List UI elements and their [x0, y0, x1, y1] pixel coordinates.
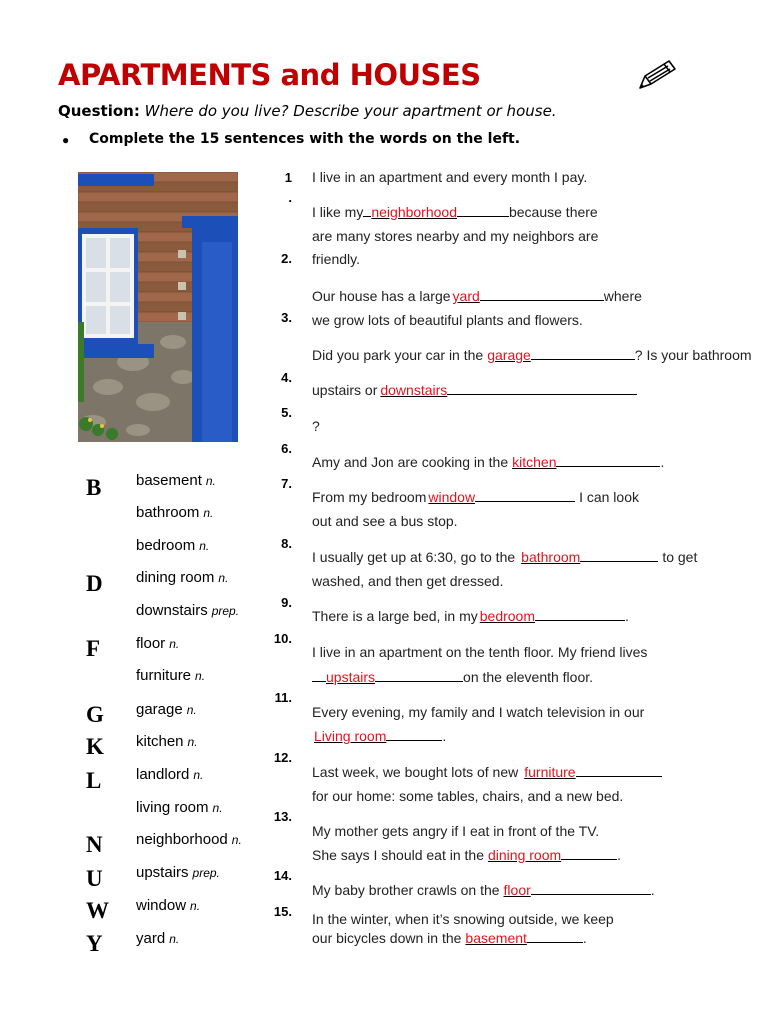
answer-text: bedroom	[479, 608, 536, 624]
word-item: downstairs prep.	[136, 602, 240, 619]
sentence-number: 2.	[281, 251, 292, 266]
letter-g: G	[86, 702, 104, 727]
sentence-line: our bicycles down in the basement .	[312, 930, 587, 946]
sentence-line: friendly.	[312, 251, 360, 267]
sentence-line: ?	[312, 418, 320, 434]
word-item: furniture n.	[136, 667, 206, 684]
word-item: bedroom n.	[136, 537, 210, 554]
sentence-number: 3.	[281, 310, 292, 325]
bullet-icon: ●	[62, 133, 70, 147]
sentence-number: 13.	[273, 809, 292, 824]
answer-text: dining room	[488, 847, 562, 863]
sentence-line: I live in an apartment and every month I pay.	[312, 169, 588, 185]
answer-text: kitchen	[512, 454, 557, 470]
sentence-line: My baby brother crawls on the floor .	[312, 882, 655, 898]
sentence-line: From my bedroom window I can look	[312, 489, 639, 505]
answer-text: furniture	[524, 764, 576, 780]
question-label: Question:	[58, 102, 140, 120]
letter-y: Y	[86, 931, 103, 956]
word-item: landlord n.	[136, 766, 204, 783]
letter-f: F	[86, 636, 101, 661]
sentence-number: 11.	[274, 690, 292, 705]
word-item: kitchen n.	[136, 733, 198, 750]
answer-text: basement	[465, 930, 527, 946]
sentence-number: 14.	[273, 868, 292, 883]
sentence-number: 9.	[281, 595, 292, 610]
sentence-number: 8.	[281, 536, 292, 551]
sentence-line: out and see a bus stop.	[312, 513, 458, 529]
letter-u: U	[86, 866, 103, 891]
sentence-number: 7.	[281, 476, 292, 491]
letter-k: K	[86, 734, 104, 759]
sentence-line: I usually get up at 6:30, go to the bathroom to get	[312, 549, 698, 565]
answer-text: bathroom	[521, 549, 581, 565]
answer-text: window	[428, 489, 476, 505]
answer-text: garage	[487, 347, 531, 363]
sentence-line: I like my neighborhood because there	[312, 204, 598, 220]
question-text: Where do you live? Describe your apartment or house.	[144, 102, 557, 120]
word-item: dining room n.	[136, 569, 229, 586]
answer-text: neighborhood	[371, 204, 457, 220]
sentence-number: 1	[284, 170, 292, 185]
sentence-line: Our house has a large yard where	[312, 288, 642, 304]
sentence-line: upstairs on the eleventh floor.	[312, 669, 593, 685]
letter-d: D	[86, 571, 103, 596]
question-line	[58, 102, 557, 120]
sentence-line: Every evening, my family and I watch television in our	[312, 704, 645, 720]
sentence-number: 6.	[281, 441, 292, 456]
word-item: living room n.	[136, 799, 223, 816]
letter-n: N	[86, 832, 103, 857]
sentence-line: In the winter, when it’s snowing outside, we keep	[312, 911, 614, 927]
sentence-line: upstairs or downstairs	[312, 382, 637, 398]
word-item: bathroom n.	[136, 504, 214, 521]
sentence-line: are many stores nearby and my neighbors are	[312, 228, 599, 244]
sentence-number: 5.	[281, 405, 292, 420]
house-photo	[78, 172, 238, 442]
answer-text: yard	[452, 288, 480, 304]
instruction: Complete the 15 sentences with the words on the left.	[89, 131, 521, 147]
word-item: upstairs prep.	[136, 864, 220, 881]
word-item: window n.	[136, 897, 201, 914]
word-item: floor n.	[136, 635, 180, 652]
page-title: APARTMENTS and HOUSES	[58, 58, 481, 92]
sentence-number: 12.	[273, 750, 292, 765]
word-item: neighborhood n.	[136, 831, 242, 848]
letter-b: B	[86, 475, 102, 500]
sentence-number: .	[288, 190, 292, 205]
sentence-line: we grow lots of beautiful plants and flowers.	[312, 312, 583, 328]
word-item: basement n.	[136, 472, 216, 489]
letter-l: L	[86, 768, 102, 793]
pencil-icon	[636, 58, 678, 92]
sentence-number: 4.	[281, 370, 292, 385]
word-item: garage n.	[136, 701, 197, 718]
sentence-number: 15.	[273, 904, 292, 919]
answer-text: floor	[503, 882, 531, 898]
sentence-line: Last week, we bought lots of new furniture	[312, 764, 662, 780]
sentence-line: Amy and Jon are cooking in the kitchen .	[312, 454, 665, 470]
sentence-line: Living room .	[314, 728, 447, 744]
sentence-line: washed, and then get dressed.	[312, 573, 504, 589]
sentence-line: for our home: some tables, chairs, and a new bed.	[312, 788, 624, 804]
answer-text: upstairs	[326, 669, 376, 685]
sentence-line: There is a large bed, in my bedroom .	[312, 608, 629, 624]
answer-text: Living room	[314, 728, 387, 744]
sentence-line: My mother gets angry if I eat in front of the TV.	[312, 823, 600, 839]
word-item: yard n.	[136, 930, 180, 947]
sentence-line: I live in an apartment on the tenth floor. My friend lives	[312, 644, 648, 660]
sentence-line: Did you park your car in the garage ? Is your bathroom	[312, 347, 752, 363]
letter-w: W	[86, 898, 109, 923]
answer-text: downstairs	[380, 382, 448, 398]
sentence-line: She says I should eat in the dining room .	[312, 847, 622, 863]
sentence-number: 10.	[273, 631, 292, 646]
